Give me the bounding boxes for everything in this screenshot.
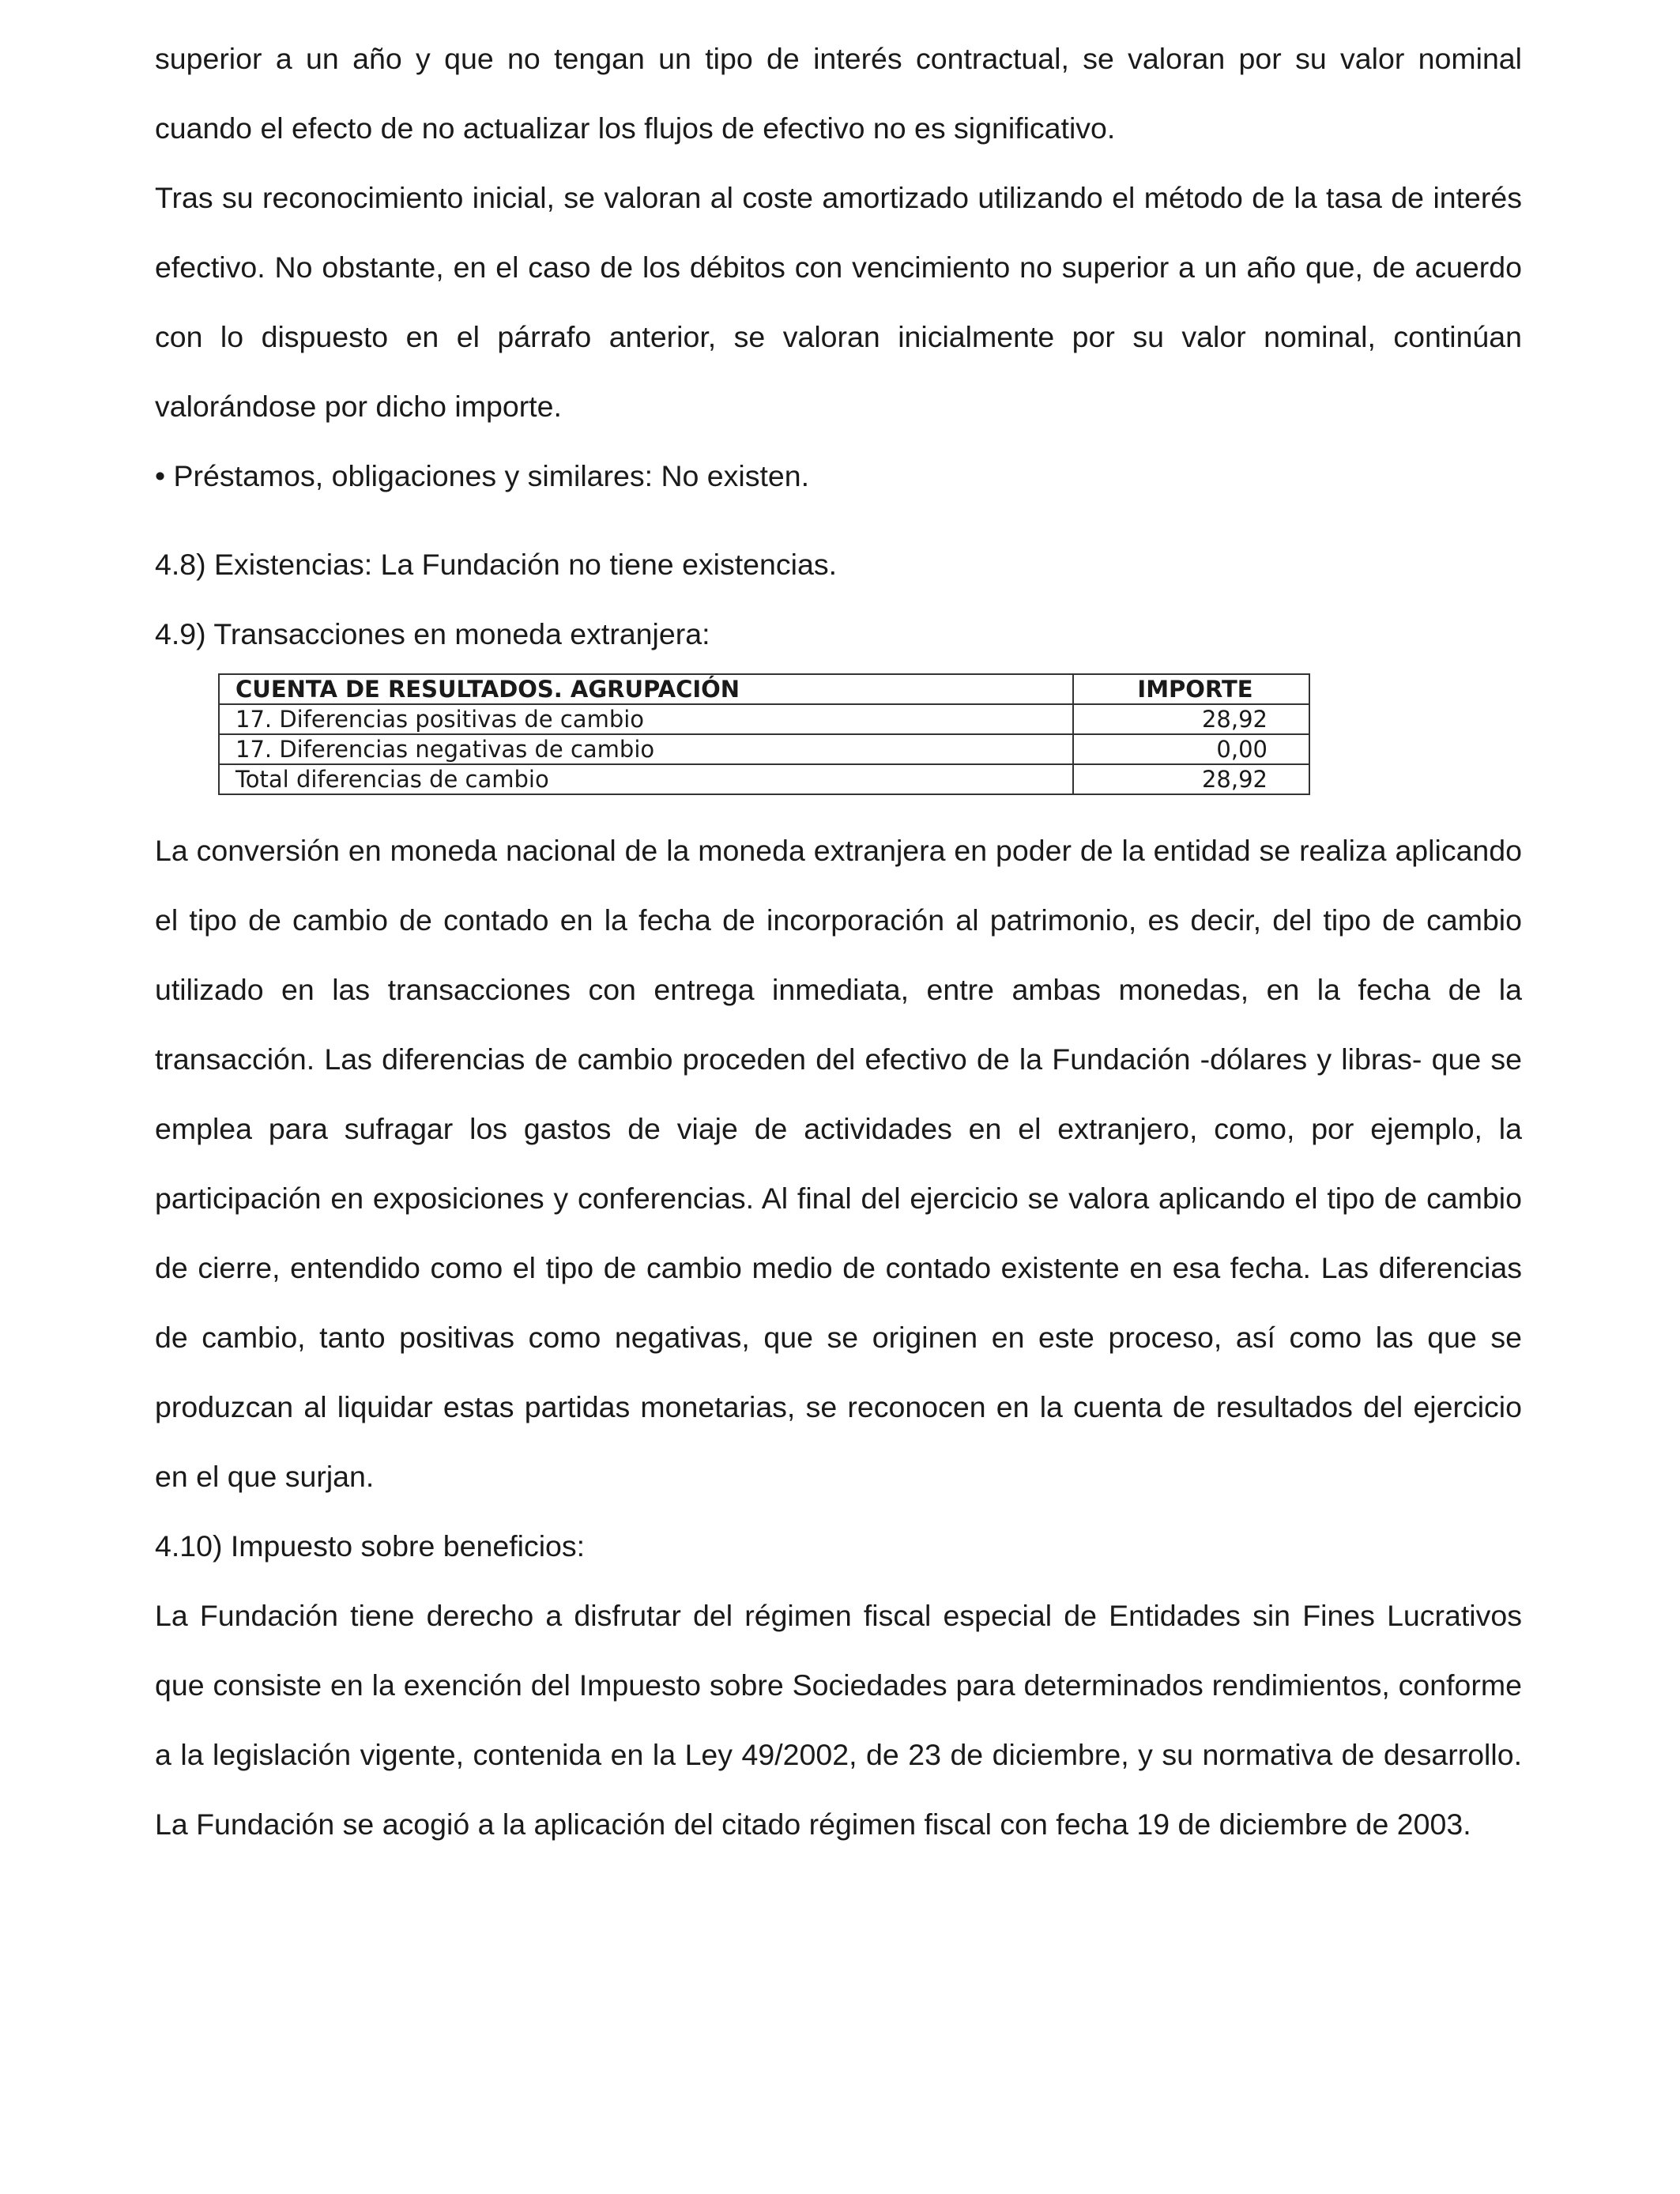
table-header-row [219,674,1309,704]
bullet-prestamos: • Préstamos, obligaciones y similares: No existen. [155,459,810,492]
table-header-amount: IMPORTE [1073,674,1309,704]
table-cell-amount: 28,92 [1073,764,1309,794]
section-impuesto: 4.10) Impuesto sobre beneficios: [155,1529,586,1563]
document-page-top [155,24,1522,669]
document-page-bottom [155,816,1522,1859]
table-cell-amount: 0,00 [1073,734,1309,764]
paragraph-coste-amortizado: Tras su reconocimiento inicial, se valoran al coste amortizado utilizando el método de la tasa de interés efectivo. No obstante, en el caso de los débitos con vencimiento no superior a un año que, de acuerdo con lo dispuesto en el párrafo anterior, se valoran inicialmente por su valor nominal, continúan valorándose por dicho importe. [155,181,1522,423]
table-row [219,704,1309,734]
paragraph-regimen-fiscal: La Fundación tiene derecho a disfrutar del régimen fiscal especial de Entidades sin Fines Lucrativos que consiste en la exención del Impuesto sobre Sociedades para determinados rendimientos, conforme a la legislación vigente, contenida en la Ley 49/2002, de 23 de diciembre, y su normativa de desarrollo. La Fundación se acogió a la aplicación del citado régimen fiscal con fecha 19 de diciembre de 2003. [155,1599,1522,1841]
table-row-total [219,764,1309,794]
table-cell-label: Total diferencias de cambio [219,764,1073,794]
paragraph-conversion: La conversión en moneda nacional de la moneda extranjera en poder de la entidad se realiza aplicando el tipo de cambio de contado en la fecha de incorporación al patrimonio, es decir, del tipo de cambio utilizado en las transacciones con entrega inmediata, entre ambas monedas, en la fecha de la transacción. Las diferencias de cambio proceden del efectivo de la Fundación -dólares y libras- que se emplea para sufragar los gastos de viaje de actividades en el extranjero, como, por ejemplo, la participación en exposiciones y conferencias. Al final del ejercicio se valora aplicando el tipo de cambio de cierre, entendido como el tipo de cambio medio de contado existente en esa fecha. Las diferencias de cambio, tanto positivas como negativas, que se originen en este proceso, así como las que se produzcan al liquidar estas partidas monetarias, se reconocen en la cuenta de resultados del ejercicio en el que surjan. [155,834,1522,1493]
section-transacciones: 4.9) Transacciones en moneda extranjera: [155,617,710,650]
table-header-label: CUENTA DE RESULTADOS. AGRUPACIÓN [219,674,1073,704]
table-cell-label: 17. Diferencias positivas de cambio [219,704,1073,734]
section-existencias: 4.8) Existencias: La Fundación no tiene existencias. [155,548,837,581]
table-cell-label: 17. Diferencias negativas de cambio [219,734,1073,764]
table-row [219,734,1309,764]
table-cell-amount: 28,92 [1073,704,1309,734]
resultados-table [218,673,1310,795]
paragraph-valoracion-nominal: superior a un año y que no tengan un tipo de interés contractual, se valoran por su valor nominal cuando el efecto de no actualizar los flujos de efectivo no es significativo. [155,42,1522,145]
